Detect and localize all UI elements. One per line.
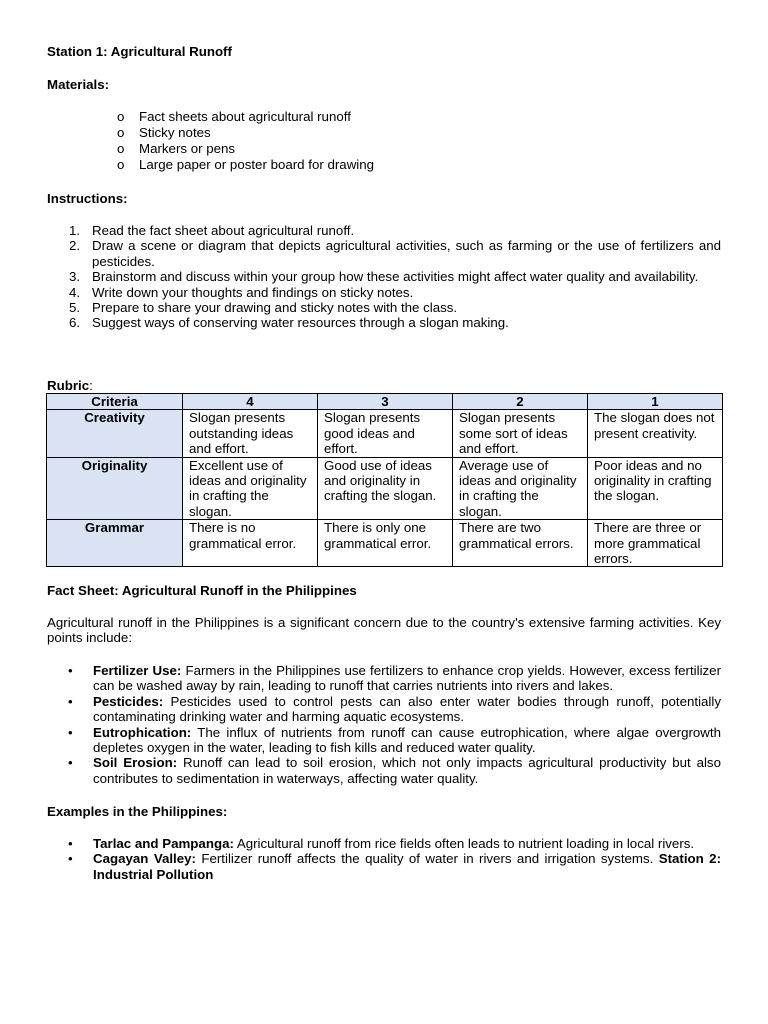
list-item: 1. Read the fact sheet about agricultural runoff. [69, 223, 355, 238]
column-header: 1 [588, 394, 723, 410]
column-header: 4 [183, 394, 318, 410]
table-cell: Good use of ideas and originality in crafting the slogan. [318, 457, 453, 520]
list-item: • Pesticides: Pesticides used to control pests can also enter water bodies through runoff, potentially contaminating drinking water and harming aquatic ecosystems. [68, 693, 721, 725]
column-header: Criteria [47, 394, 183, 410]
table-row [47, 410, 723, 457]
table-cell: Average use of ideas and originality in crafting the slogan. [453, 457, 588, 520]
table-row [47, 457, 723, 520]
bullet-icon: • [68, 836, 73, 851]
table-cell: Slogan presents good ideas and effort. [318, 410, 453, 457]
examples-heading: Examples in the Philippines: [47, 804, 228, 819]
table-cell: There are two grammatical errors. [453, 520, 588, 567]
materials-heading: Materials: [47, 77, 110, 92]
table-cell: Slogan presents outstanding ideas and effort. [183, 410, 318, 457]
instructions-heading: Instructions: [47, 191, 128, 206]
table-cell: There are three or more grammatical errors. [588, 520, 723, 567]
criteria-cell: Originality [47, 457, 183, 520]
table-cell: Excellent use of ideas and originality in crafting the slogan. [183, 457, 318, 520]
table-cell: There is only one grammatical error. [318, 520, 453, 567]
column-header: 3 [318, 394, 453, 410]
bullet-icon: o [117, 109, 125, 124]
bullet-icon: o [117, 157, 125, 172]
list-item: 5. Prepare to share your drawing and sticky notes with the class. [69, 300, 458, 316]
bullet-icon: • [68, 851, 73, 867]
list-item: • Eutrophication: The influx of nutrients from runoff can cause eutrophication, where algae overgrowth depletes oxygen in the water, leading to fish kills and reduced water quality. [68, 724, 721, 756]
rubric-heading: Rubric: [47, 378, 93, 393]
table-row [47, 520, 723, 567]
table-cell: The slogan does not present creativity. [588, 410, 723, 457]
examples-list [47, 836, 721, 882]
criteria-cell: Creativity [47, 410, 183, 457]
bullet-icon: • [68, 693, 73, 709]
list-item: 3. Brainstorm and discuss within your group how these activities might affect water quality and availability. [69, 269, 699, 285]
table-cell: Poor ideas and no originality in crafting the slogan. [588, 457, 723, 520]
fact-sheet-points [47, 663, 721, 786]
station-title: Station 1: Agricultural Runoff [47, 44, 232, 59]
list-item: • Fertilizer Use: Farmers in the Philippines use fertilizers to enhance crop yields. However, excess fertilizer can be washed away by rain, leading to runoff that carries nutrients into rivers and lakes. [68, 663, 722, 694]
rubric-table [46, 393, 723, 567]
list-item: 2. Draw a scene or diagram that depicts agricultural activities, such as farming or the use of fertilizers and pesticides. [69, 238, 721, 269]
bullet-icon: o [117, 125, 125, 140]
fact-sheet-intro: Agricultural runoff in the Philippines is a significant concern due to the country's extensive farming activities. Key points include: [47, 615, 721, 646]
bullet-icon: • [68, 755, 73, 771]
bullet-icon: o [117, 141, 125, 156]
table-cell: There is no grammatical error. [183, 520, 318, 567]
bullet-icon: • [68, 663, 73, 678]
criteria-cell: Grammar [47, 520, 183, 567]
document-page: Station 1: Agricultural Runoff Materials: o Fact sheets about agricultural runoff o Sticky notes o Markers or pens o Large paper or poster board for drawing Instructions: 1. Read the fact sheet about agricultural runoff. 2. Draw a scene or diagram that depicts agricultural activities, such as farming or the use of fertilizers and pesticides. 3. Brainstorm and discuss within your group how these activities might affect water quality and availability. 4. Write down your thoughts and findings on sticky notes. 5. Prepare to share your drawing and sticky notes with the class. 6. Suggest ways of conserving water resources through a slogan making. Rubric: Criteria 4 3 2 1 Creativity Slogan presents outstanding ideas and effort. Slogan presents good ideas and effort. Slogan presents some sort of ideas and effort. The slogan does not present creativity. Originality Excellent use of ideas and originality in crafting the slogan. Good use of ideas and originality in crafting the slogan. Average use of ideas and originality in crafting the slogan. Poor ideas and no originality in crafting the slogan. Grammar There is no grammatical error. There is only one grammatical error. There are two grammatical errors. There are three or more grammatical errors. Fact Sheet: Agricultural Runoff in the Philippines Agricultural runoff in the Philippines is a significant concern due to the country's extensive farming activities. Key points include: • Fertilizer Use: Farmers in the Philippines use fertilizers to enhance crop yields. However, excess fertilizer can be washed away by rain, leading to runoff that carries nutrients into rivers and lakes. • Pesticides: Pesticides used to control pests can also enter water bodies through runoff, potentially contaminating drinking water and harming aquatic ecosystems. • Eutrophication: The influx of nutrients from runoff can cause eutrophication, where algae overgrowth depletes oxygen in the water, leading to fish kills and reduced water quality. • Soil Erosion: Runoff can lead to soil erosion, which not only impacts agricultural productivity but also contributes to sedimentation in waterways, affecting water quality. Examples in the Philippines: • Tarlac and Pampanga: Agricultural runoff from rice fields often leads to nutrient loading in local rivers. • Cagayan Valley: Fertilizer runoff affects the quality of water in rivers and irrigation systems. Station 2: Industrial Pollution [47, 44, 722, 882]
list-item: 4. Write down your thoughts and findings on sticky notes. [69, 284, 414, 300]
station-2-title: Station 2: Industrial Pollution [93, 851, 722, 882]
list-item: • Tarlac and Pampanga: Agricultural runoff from rice fields often leads to nutrient loading in local rivers. [68, 836, 695, 851]
table-header-row [47, 394, 723, 410]
instructions-list [47, 223, 721, 331]
list-item: • Soil Erosion: Runoff can lead to soil erosion, which not only impacts agricultural productivity but also contributes to sedimentation in waterways, affecting water quality. [68, 755, 721, 786]
list-item: 6. Suggest ways of conserving water resources through a slogan making. [69, 315, 509, 331]
list-item: • Cagayan Valley: Fertilizer runoff affects the quality of water in rivers and irrigation systems. Station 2: Industrial Pollution [68, 851, 722, 882]
column-header: 2 [453, 394, 588, 410]
bullet-icon: • [68, 724, 73, 740]
table-cell: Slogan presents some sort of ideas and effort. [453, 410, 588, 457]
fact-sheet-heading: Fact Sheet: Agricultural Runoff in the Philippines [47, 583, 357, 598]
